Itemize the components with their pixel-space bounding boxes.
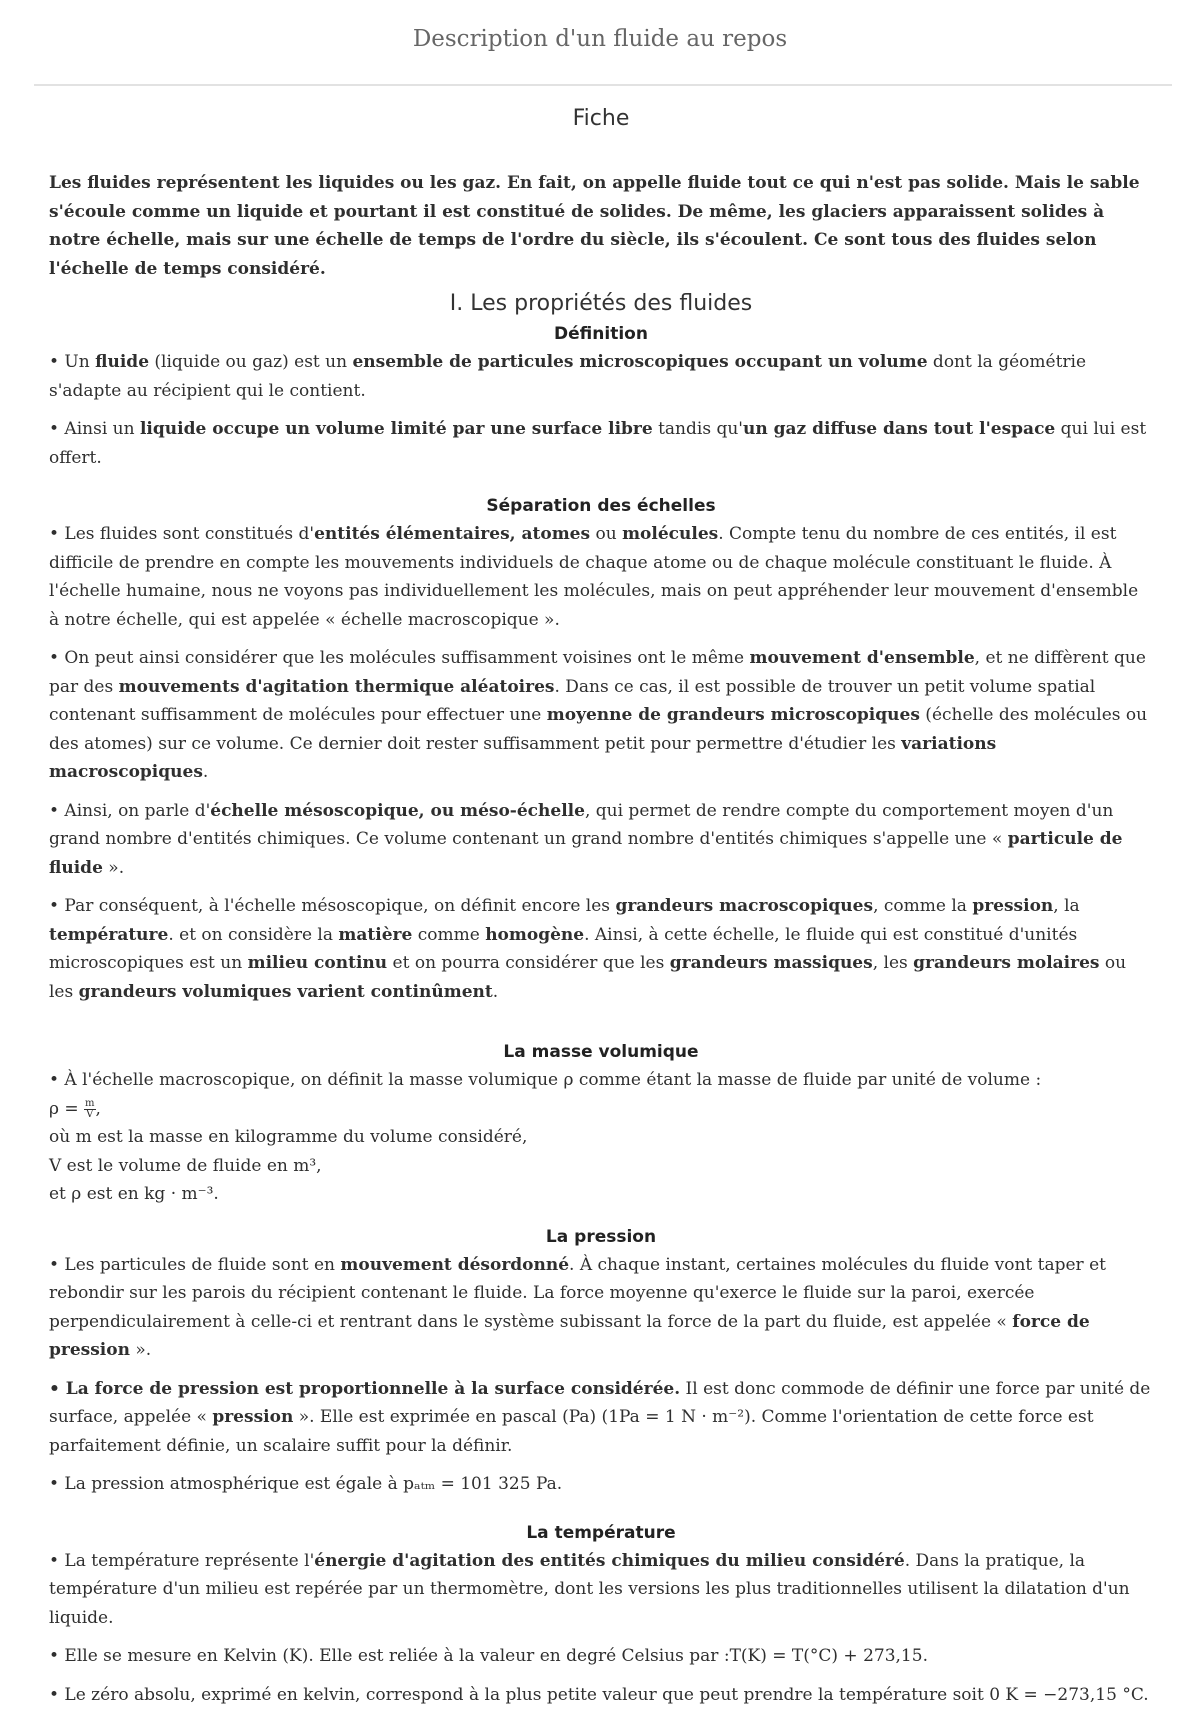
temperature-paragraph-3: • Le zéro absolu, exprimé en kelvin, correspond à la plus petite valeur que peut prendre la température soit 0 K = −273,15 °C. bbox=[49, 1684, 1149, 1705]
definition-paragraph-1: • Un fluide (liquide ou gaz) est un ensemble de particules microscopiques occupant un volume dont la géométrie s'adapte au récipient qui le contient. bbox=[49, 352, 1087, 401]
echelles-paragraph-2: • On peut ainsi considérer que les molécules suffisamment voisines ont le même mouvement d'ensemble, et ne diffèrent que par des mouvements d'agitation thermique aléatoires. Dans ce cas, il est possible de trouver un petit volume spatial contenant suffisamment de molécules pour effectuer une moyenne de grandeurs microscopiques (échelle des molécules ou des atomes) sur ce volume. Ce dernier doit rester suffisamment petit pour permettre d'étudier les variations macroscopiques. bbox=[49, 648, 1148, 782]
pression-paragraph-2: • La force de pression est proportionnelle à la surface considérée. Il est donc commode de définir une force par unité de surface, appelée « pression ». Elle est exprimée en pascal (Pa) (1Pa = 1 N · m⁻²). Comme l'orientation de cette force est parfaitement définie, un scalaire suffit pour la définir. bbox=[49, 1378, 1151, 1456]
pression-heading: La pression bbox=[545, 1226, 657, 1247]
temperature-paragraph-2: • Elle se mesure en Kelvin (K). Elle est reliée à la valeur en degré Celsius par :T(K) = T(°C) + 273,15. bbox=[49, 1646, 928, 1666]
temperature-heading: La température bbox=[526, 1522, 676, 1543]
page-title: Description d'un fluide au repos bbox=[412, 26, 788, 52]
masse-heading: La masse volumique bbox=[503, 1042, 699, 1062]
echelles-heading: Séparation des échelles bbox=[486, 496, 716, 516]
pression-paragraph-1: • Les particules de fluide sont en mouvement désordonné. À chaque instant, certaines molécules du fluide vont taper et rebondir sur les parois du récipient contenant le fluide. La force moyenne qu'exerce le fluide sur la paroi, exercée perpendiculairement à celle-ci et rentrant dans le système subissant la force de la part du fluide, est appelée « force de pression ». bbox=[49, 1254, 1106, 1360]
pression-paragraph-3: • La pression atmosphérique est égale à pₐₜₘ = 101 325 Pa. bbox=[49, 1474, 563, 1494]
definition-heading: Définition bbox=[554, 324, 648, 344]
intro-paragraph: Les fluides représentent les liquides ou les gaz. En fait, on appelle fluide tout ce qui n'est pas solide. Mais le sable s'écoule comme un liquide et pourtant il est constitué de solides. De même, les glaciers apparaissent solides à notre échelle, mais sur une échelle de temps de l'ordre du siècle, ils s'écoulent. Ce sont tous des fluides selon l'échelle de temps considéré. bbox=[49, 173, 1140, 279]
title-divider bbox=[34, 84, 1172, 86]
masse-line-3: où m est la masse en kilogramme du volume considéré, bbox=[49, 1127, 528, 1147]
masse-line-4: V est le volume de fluide en m³, bbox=[49, 1155, 322, 1176]
echelles-paragraph-3: • Ainsi, on parle d'échelle mésoscopique, ou méso-échelle, qui permet de rendre compte du comportement moyen d'un grand nombre d'entités chimiques. Ce volume contenant un grand nombre d'entités chimiques s'appelle une « particule de fluide ». bbox=[49, 800, 1123, 878]
definition-paragraph-2: • Ainsi un liquide occupe un volume limité par une surface libre tandis qu'un gaz diffuse dans tout l'espace qui lui est offert. bbox=[49, 419, 1147, 468]
masse-line-1: • À l'échelle macroscopique, on définit la masse volumique ρ comme étant la masse de fluide par unité de volume : bbox=[49, 1070, 1042, 1090]
echelles-paragraph-4: • Par conséquent, à l'échelle mésoscopique, on définit encore les grandeurs macroscopiques, comme la pression, la température. et on considère la matière comme homogène. Ainsi, à cette échelle, le fluide qui est constitué d'unités microscopiques est un milieu continu et on pourra considérer que les grandeurs massiques, les grandeurs molaires ou les grandeurs volumiques varient continûment. bbox=[49, 896, 1127, 1002]
section-title: I. Les propriétés des fluides bbox=[449, 291, 753, 316]
fiche-label: Fiche bbox=[572, 106, 630, 131]
masse-line-5: et ρ est en kg · m⁻³. bbox=[49, 1184, 219, 1204]
masse-formula: ρ = $\frac{m}{V}$ , bbox=[49, 1097, 101, 1120]
document-body bbox=[49, 102, 1153, 1719]
fraction: $\frac{m}{V}$ bbox=[85, 1097, 95, 1120]
echelles-paragraph-1: • Les fluides sont constitués d'entités élémentaires, atomes ou molécules. Compte tenu du nombre de ces entités, il est difficile de prendre en compte les mouvements individuels de chaque atome ou de chaque molécule constituant le fluide. À l'échelle humaine, nous ne voyons pas individuellement les molécules, mais on peut appréhender leur mouvement d'ensemble à notre échelle, qui est appelée « échelle macroscopique ». bbox=[49, 524, 1139, 630]
temperature-paragraph-1: • La température représente l'énergie d'agitation des entités chimiques du milieu considéré. Dans la pratique, la température d'un milieu est repérée par un thermomètre, dont les versions les plus traditionnelles utilisent la dilatation d'un liquide. bbox=[49, 1550, 1130, 1628]
